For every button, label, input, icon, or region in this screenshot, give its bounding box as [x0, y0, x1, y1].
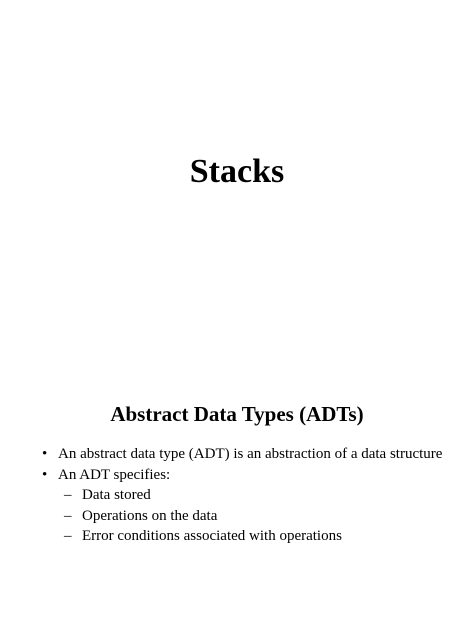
bullet-item: [0, 444, 474, 465]
sub-bullet-item: [0, 485, 474, 506]
bullet-item: [0, 465, 474, 486]
sub-bullet-text: Error conditions associated with operations: [82, 528, 342, 544]
sub-bullet-text: Operations on the data: [82, 507, 218, 524]
sub-bullet-item: [0, 526, 474, 547]
sub-bullet-item: [0, 506, 474, 527]
slide-adts: [0, 316, 474, 632]
sub-bullet-marker: –: [64, 528, 72, 544]
sub-bullet-marker: –: [64, 507, 72, 524]
slide-title: Abstract Data Types (ADTs): [110, 402, 364, 426]
bullet-list: [0, 444, 474, 547]
bullet-text: An ADT specifies:: [58, 466, 171, 483]
bullet-marker: •: [42, 446, 48, 462]
slide-title: Stacks: [189, 153, 285, 190]
sub-bullet-marker: –: [64, 487, 72, 503]
sub-bullet-text: Data stored: [82, 487, 151, 503]
bullet-text: An abstract data type (ADT) is an abstraction of a data structure: [58, 446, 443, 462]
bullet-marker: •: [42, 466, 48, 483]
